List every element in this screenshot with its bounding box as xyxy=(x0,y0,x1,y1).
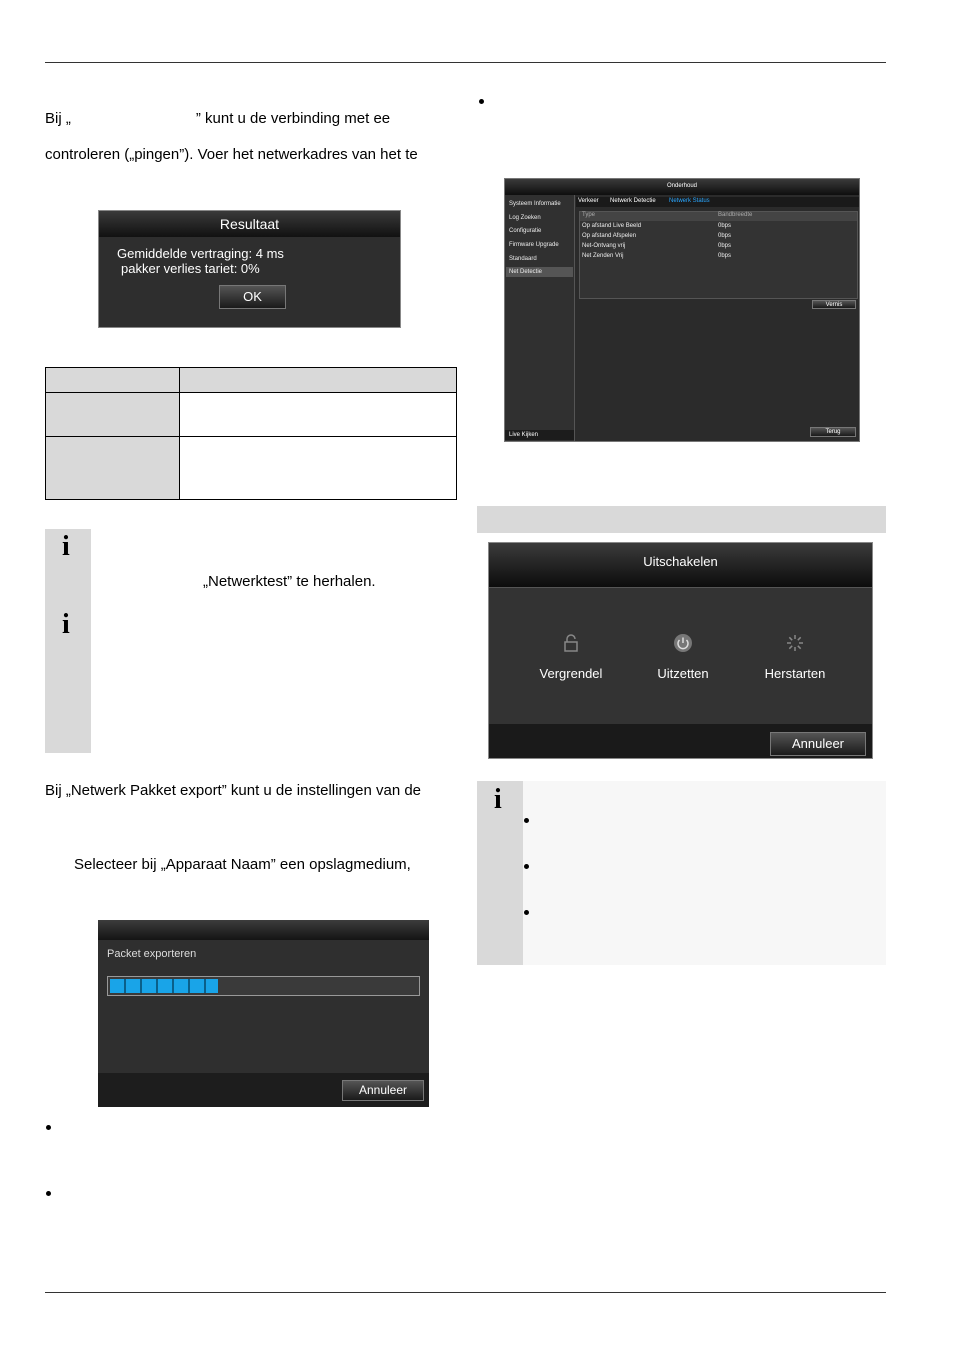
export-dialog-header xyxy=(98,920,429,940)
bullet xyxy=(46,1191,51,1196)
intro-line-1: Bij „ ” kunt u de verbinding met ee xyxy=(45,110,391,127)
table-row: 0bps xyxy=(718,243,732,249)
result-line-2: pakker verlies tariet: 0% xyxy=(121,261,260,276)
table-header-cell xyxy=(180,368,457,393)
ok-button[interactable]: OK xyxy=(219,285,286,309)
table-row: 0bps xyxy=(718,233,732,239)
bullet xyxy=(524,818,529,823)
bottom-rule xyxy=(45,1292,886,1293)
dvr-title-bar xyxy=(505,179,859,195)
tab-traffic[interactable]: Verkeer xyxy=(578,198,599,204)
sidebar-item-log[interactable]: Log Zoeken xyxy=(509,215,541,221)
shutdown-title-bar xyxy=(489,543,872,588)
lock-label: Vergrendel xyxy=(539,666,603,681)
table-cell xyxy=(180,437,457,500)
sidebar-item-default[interactable]: Standaard xyxy=(509,256,537,262)
info-icon: i xyxy=(62,531,70,562)
export-dialog-title: Packet exporteren xyxy=(107,948,197,960)
section-header-bar xyxy=(477,506,886,533)
bullet xyxy=(524,910,529,915)
info-table xyxy=(45,367,457,500)
dvr-sidebar xyxy=(505,195,575,441)
lock-icon xyxy=(563,633,579,653)
back-button[interactable]: Terug xyxy=(810,427,856,437)
info-box-right xyxy=(477,781,886,965)
bullet xyxy=(46,1125,51,1130)
table-row: 0bps xyxy=(718,223,732,229)
shutdown-title: Uitschakelen xyxy=(643,554,718,569)
col-type: Type xyxy=(582,212,596,218)
result-line-1: Gemiddelde vertraging: 4 ms xyxy=(117,246,284,261)
table-row: Net Zenden Vrij xyxy=(582,253,624,259)
power-icon xyxy=(673,633,693,653)
pakket-line: Bij „Netwerk Pakket export” kunt u de instellingen van de xyxy=(45,782,422,799)
info-text: „Netwerktest” te herhalen. xyxy=(203,573,376,590)
table-label-cell xyxy=(46,393,180,437)
table-row: Op afstand Afspelen xyxy=(582,233,637,239)
export-cancel-button[interactable]: Annuleer xyxy=(342,1080,424,1101)
info-icon: i xyxy=(62,609,70,640)
refresh-button[interactable]: Vernis xyxy=(812,300,856,309)
dvr-title: Onderhoud xyxy=(666,183,698,189)
live-view-label: Live Kijken xyxy=(509,432,539,438)
spinner-icon xyxy=(785,633,805,653)
top-rule xyxy=(45,62,886,63)
result-dialog-title: Resultaat xyxy=(99,211,400,237)
dvr-tab-bar xyxy=(576,197,859,207)
table-header-cell xyxy=(46,368,180,393)
tab-network-status[interactable]: Netwerk Status xyxy=(669,198,710,204)
col-bandwidth: Bandbreedte xyxy=(718,212,753,218)
bullet xyxy=(524,864,529,869)
shutdown-dialog xyxy=(488,542,873,759)
lock-option[interactable] xyxy=(529,633,613,693)
restart-option[interactable] xyxy=(753,633,837,693)
info-icon: i xyxy=(494,784,502,815)
power-off-option[interactable] xyxy=(641,633,725,693)
table-row: Net-Ontvang vrij xyxy=(582,243,626,249)
sidebar-item-config[interactable]: Configuratie xyxy=(509,228,542,234)
table-label-cell xyxy=(46,437,180,500)
select-line: Selecteer bij „Apparaat Naam” een opslagmedium, xyxy=(74,856,411,873)
dvr-table-header xyxy=(580,212,857,221)
restart-label: Herstarten xyxy=(764,666,826,681)
sidebar-item-firmware[interactable]: Firmware Upgrade xyxy=(509,242,559,248)
shutdown-cancel-button[interactable]: Annuleer xyxy=(770,732,866,756)
table-row: Op afstand Live Beeld xyxy=(582,223,642,229)
intro-line-2: controleren („pingen”). Voer het netwerkadres van het te xyxy=(45,146,418,163)
sidebar-item-system-info[interactable]: Systeem Informatie xyxy=(509,201,561,207)
export-dialog xyxy=(98,920,429,1107)
dvr-table xyxy=(579,211,858,299)
live-view-bar[interactable] xyxy=(505,430,574,440)
sidebar-item-net-detect[interactable]: Net Detectie xyxy=(506,267,573,277)
export-progress-track xyxy=(107,976,420,996)
result-dialog xyxy=(98,210,401,328)
export-progress-fill xyxy=(110,979,218,993)
table-row: 0bps xyxy=(718,253,732,259)
table-cell xyxy=(180,393,457,437)
dvr-maintenance-screen xyxy=(504,178,860,442)
tab-network-detection[interactable]: Netwerk Detectie xyxy=(610,198,656,204)
bullet xyxy=(479,99,484,104)
power-off-label: Uitzetten xyxy=(657,666,709,681)
